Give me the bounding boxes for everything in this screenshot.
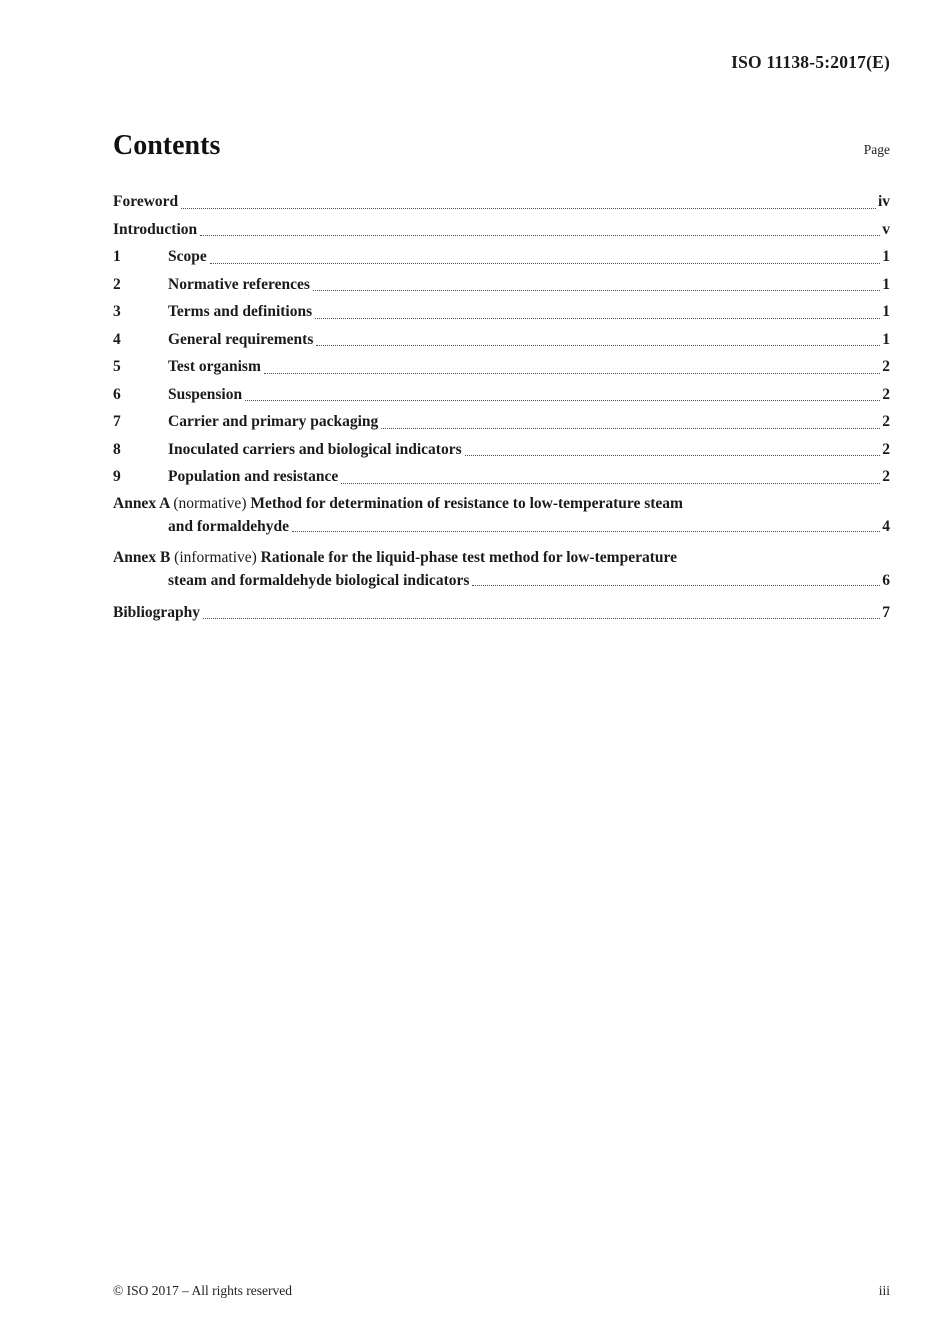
dot-leader <box>245 400 880 401</box>
toc-entry-page: 1 <box>882 248 890 265</box>
toc-entry-label: Terms and definitions <box>168 303 313 320</box>
toc-entry-label: Inoculated carriers and biological indicators <box>168 440 462 458</box>
toc-entry-bibliography <box>113 599 890 627</box>
toc-entry-section <box>113 326 890 354</box>
toc-entry-section <box>113 408 890 436</box>
toc-entry-label: Suspension <box>168 385 243 403</box>
toc-annex-entry <box>113 545 890 590</box>
toc-entry-number: 1 <box>113 248 121 265</box>
dot-leader <box>315 318 880 319</box>
annex-label: Annex A <box>113 494 170 512</box>
table-of-contents <box>113 130 890 626</box>
annex-designation: (informative) <box>174 548 257 566</box>
toc-entry-number: 7 <box>113 413 121 430</box>
doc-identifier: ISO 11138-5:2017(E) <box>731 52 890 72</box>
toc-entry-page: 1 <box>882 275 890 293</box>
annex-title-continuation-line <box>113 517 890 536</box>
toc-entry-label: Introduction <box>113 220 198 238</box>
dot-leader <box>264 373 880 374</box>
contents-title: Contents <box>113 130 221 161</box>
toc-entry-number: 2 <box>113 275 121 293</box>
toc-entry-page: 2 <box>882 440 890 458</box>
toc-entry-section <box>113 298 890 326</box>
annex-label: Annex B <box>113 548 171 566</box>
dot-leader <box>313 290 880 291</box>
toc-entry-label: Normative references <box>168 275 310 293</box>
dot-leader <box>203 618 880 619</box>
annex-title-continuation: steam and formaldehyde biological indicators <box>168 571 470 589</box>
dot-leader <box>200 235 880 236</box>
annex-title-continuation-line <box>113 571 890 590</box>
dot-leader <box>316 345 880 346</box>
annex-title-line <box>113 491 890 517</box>
toc-entry-label: Test organism <box>168 358 261 375</box>
annex-title-line <box>113 545 890 571</box>
annex-designation: (normative) <box>173 494 247 512</box>
annex-title: Method for determination of resistance to low-temperature steam <box>250 494 683 512</box>
toc-entry-section <box>113 271 890 299</box>
toc-entry-section <box>113 353 890 381</box>
toc-entry-number: 6 <box>113 385 121 403</box>
annex-title: Rationale for the liquid-phase test method for low-temperature <box>260 548 677 566</box>
toc-entry-label: Population and resistance <box>168 468 339 485</box>
toc-entry-page: 2 <box>882 413 890 430</box>
toc-entry-page: 2 <box>882 468 890 485</box>
toc-annex-entry <box>113 491 890 536</box>
copyright-notice: © ISO 2017 – All rights reserved <box>113 1283 292 1298</box>
toc-entry-page: 4 <box>882 517 890 535</box>
page-column-label: Page <box>863 142 890 157</box>
toc-entry-page: 2 <box>882 358 890 375</box>
dot-leader <box>381 428 880 429</box>
toc-entry-section <box>113 463 890 491</box>
toc-entry-label: Foreword <box>113 193 179 210</box>
annex-title-continuation: and formaldehyde <box>168 517 289 535</box>
toc-entry-page: 7 <box>882 603 890 621</box>
toc-entry-section <box>113 243 890 271</box>
page-number: iii <box>878 1283 890 1298</box>
toc-entry-label: Carrier and primary packaging <box>168 413 379 430</box>
toc-entry-number: 9 <box>113 468 121 485</box>
toc-entry-page: 6 <box>882 571 890 589</box>
toc-entry-page: 2 <box>882 385 890 403</box>
dot-leader <box>181 208 876 209</box>
toc-entry-page: 1 <box>882 303 890 320</box>
toc-entry-number: 8 <box>113 440 121 458</box>
toc-entry-introduction <box>113 216 890 244</box>
toc-entry-page: v <box>882 220 890 238</box>
toc-entry-section <box>113 381 890 409</box>
toc-entry-label: Scope <box>168 248 207 265</box>
toc-entry-section <box>113 436 890 464</box>
toc-entry-number: 3 <box>113 303 121 320</box>
toc-entry-page: iv <box>877 193 890 210</box>
page-footer <box>113 1283 890 1299</box>
dot-leader <box>472 585 880 586</box>
contents-header-row <box>113 130 890 162</box>
dot-leader <box>292 531 880 532</box>
dot-leader <box>210 263 881 264</box>
dot-leader <box>465 455 881 456</box>
toc-entry-number: 5 <box>113 358 121 375</box>
toc-entry-foreword <box>113 188 890 216</box>
toc-entry-label: General requirements <box>168 330 314 348</box>
toc-entry-label: Bibliography <box>113 603 200 621</box>
toc-entry-number: 4 <box>113 330 121 348</box>
dot-leader <box>341 483 880 484</box>
toc-entry-page: 1 <box>882 330 890 348</box>
